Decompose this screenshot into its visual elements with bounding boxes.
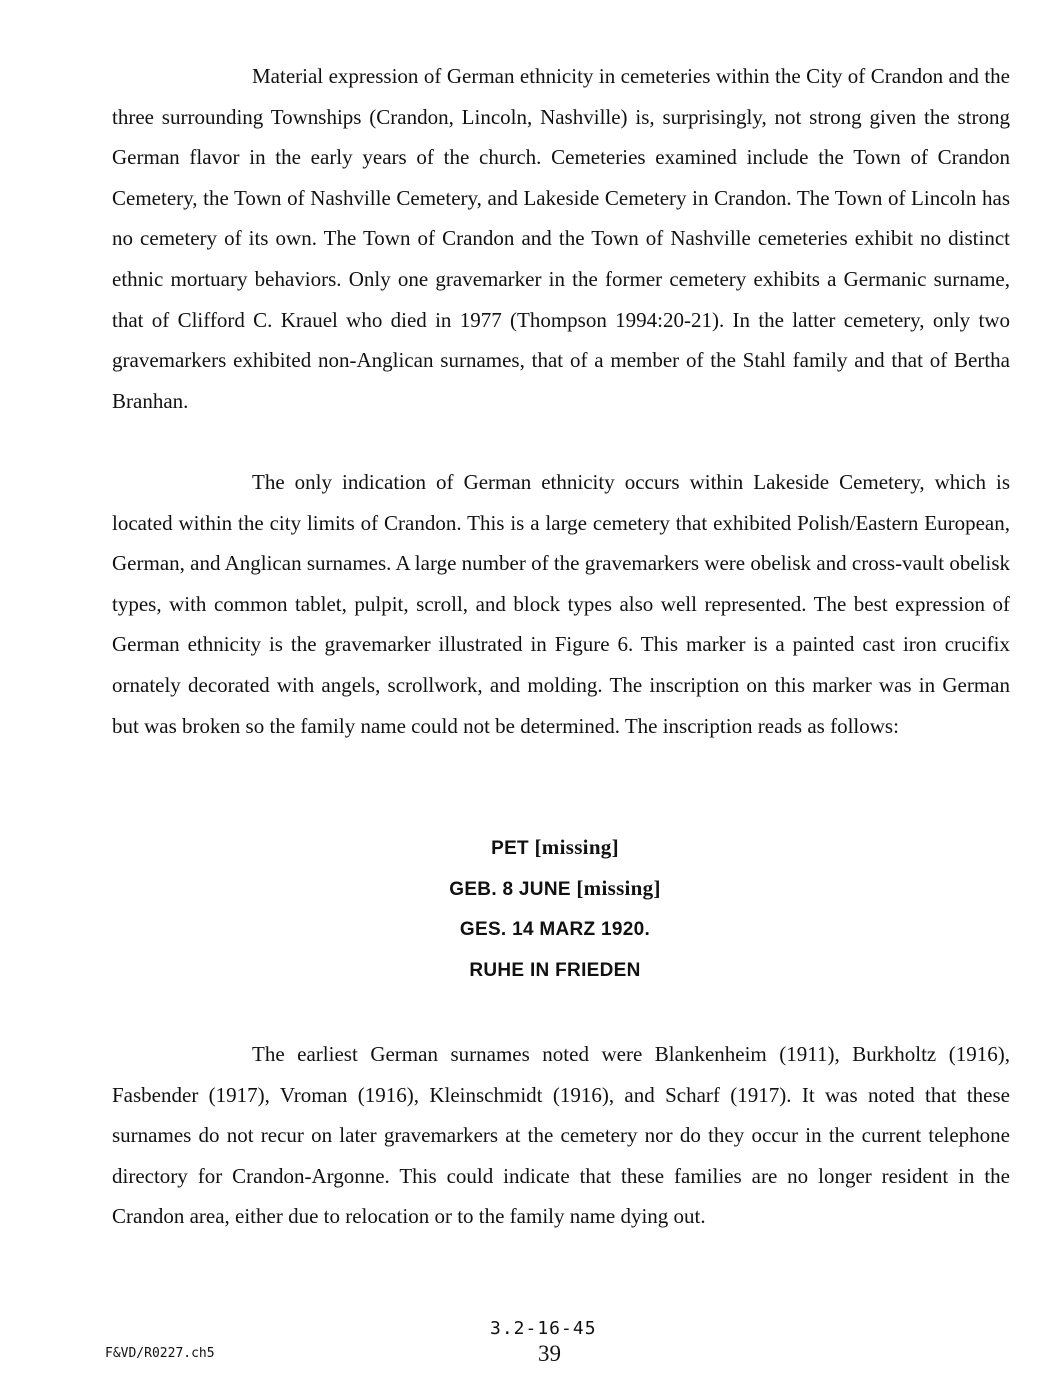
inscription-name: PET bbox=[491, 838, 529, 859]
inscription-line-1 bbox=[0, 827, 1049, 868]
inscription-line-4 bbox=[0, 949, 1049, 990]
page-number: 39 bbox=[538, 1341, 561, 1366]
inscription-missing-note: [missing] bbox=[534, 835, 619, 859]
paragraph-lakeside-cemetery: The only indication of German ethnicity occurs within Lakeside Cemetery, which is located within the city limits of Crandon. This is a large cemetery that exhibited Polish/Eastern European, German, and Anglican surnames. A large number of the gravemarkers were obelisk and cross-vault obelisk types, with common tablet, pulpit, scroll, and block types also well represented. The best expression of German ethnicity is the gravemarker illustrated in Figure 6. This marker is a painted cast iron crucifix ornately decorated with angels, scrollwork, and molding. The inscription on this marker was in German but was broken so the family name could not be determined. The inscription reads as follows: bbox=[112, 470, 1010, 738]
inscription-birth-date: GEB. 8 JUNE bbox=[449, 878, 571, 900]
inscription-line-2 bbox=[0, 868, 1049, 909]
paragraph-earliest-surnames: The earliest German surnames noted were Blankenheim (1911), Burkholtz (1916), Fasbender (1917), Vroman (1916), Kleinschmidt (1916), and Scharf (1917). It was noted that these surnames do not recur on later gravemarkers at the cemetery nor do they occur in the current telephone directory for Crandon-Argonne. This could indicate that these families are no longer resident in the Crandon area, either due to relocation or to the family name dying out. bbox=[112, 1042, 1010, 1229]
inscription-epitaph: RUHE IN FRIEDEN bbox=[469, 959, 641, 981]
inscription-death-date: GES. 14 MARZ 1920. bbox=[459, 919, 651, 941]
paragraph-cemeteries-overview: Material expression of German ethnicity in cemeteries within the City of Crandon and the three surrounding Townships (Crandon, Lincoln, Nashville) is, surprisingly, not strong given the strong German flavor in the early years of the church. Cemeteries examined include the Town of Crandon Cemetery, the Town of Nashville Cemetery, and Lakeside Cemetery in Crandon. The Town of Lincoln has no cemetery of its own. The Town of Crandon and the Town of Nashville cemeteries exhibit no distinct ethnic mortuary behaviors. Only one gravemarker in the former cemetery exhibits a Germanic surname, that of Clifford C. Krauel who died in 1977 (Thompson 1994:20-21). In the latter cemetery, only two gravemarkers exhibited non-Anglican surnames, that of a member of the Stahl family and that of Bertha Branhan. bbox=[112, 64, 1010, 413]
footer-document-number: 3.2-16-45 bbox=[490, 1318, 597, 1339]
inscription-missing-note: [missing] bbox=[576, 875, 661, 900]
footer-file-reference: F&VD/R0227.ch5 bbox=[105, 1346, 215, 1361]
gravemarker-inscription bbox=[0, 827, 1049, 989]
inscription-line-3 bbox=[0, 908, 1049, 949]
